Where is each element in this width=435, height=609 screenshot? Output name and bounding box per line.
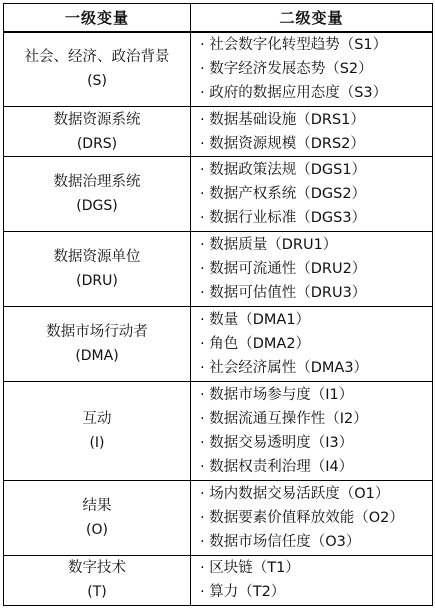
secondary-variable-item: · 数据行业标准（DGS3） (200, 210, 367, 227)
table-row (4, 381, 433, 480)
secondary-variable-item: · 数据资源规模（DRS2） (200, 135, 365, 152)
secondary-variable-item: · 社会经济属性（DMA3） (200, 359, 369, 376)
secondary-variable-item: · 数字经济发展态势（S2） (200, 61, 373, 78)
secondary-variable-cell (191, 157, 433, 232)
primary-variable-cell (4, 157, 191, 232)
secondary-variable-item: · 角色（DMA2） (200, 335, 311, 352)
table-row (4, 32, 433, 107)
secondary-variable-cell (191, 232, 433, 307)
primary-variable-cell (4, 32, 191, 107)
header-row (4, 4, 433, 32)
primary-variable-cell (4, 107, 191, 157)
primary-variable-code: (DRU) (76, 273, 118, 290)
primary-variable-code: (S) (87, 73, 107, 90)
secondary-variable-item: · 数据质量（DRU1） (200, 237, 338, 254)
primary-variable-cell (4, 555, 191, 605)
primary-variable-cell (4, 381, 191, 480)
secondary-variable-item: · 数据市场参与度（I1） (200, 386, 354, 403)
secondary-variable-cell (191, 555, 433, 605)
secondary-variable-item: · 社会数字化转型趋势（S1） (200, 37, 388, 54)
secondary-variable-item: · 场内数据交易活跃度（O1） (200, 485, 390, 502)
table-row (4, 555, 433, 605)
primary-variable-name: 数据资源系统 (53, 111, 141, 128)
secondary-variable-item: · 数据交易透明度（I3） (200, 434, 354, 451)
primary-variable-name: 数字技术 (68, 560, 126, 577)
secondary-variable-header: 二级变量 (191, 4, 433, 32)
secondary-variable-cell (191, 481, 433, 556)
secondary-variable-cell (191, 381, 433, 480)
primary-variable-code: (DGS) (76, 198, 118, 215)
primary-variable-name: 结果 (82, 497, 112, 514)
table-row (4, 157, 433, 232)
primary-variable-name: 互动 (82, 410, 112, 427)
primary-variable-name: 数据市场行动者 (46, 323, 148, 340)
secondary-variable-item: · 数据产权系统（DGS2） (200, 186, 367, 203)
secondary-variable-item: · 数据可流通性（DRU2） (200, 261, 367, 278)
primary-variable-cell (4, 232, 191, 307)
primary-variable-name: 数据治理系统 (53, 174, 141, 191)
secondary-variable-item: · 数据市场信任度（O3） (200, 533, 361, 550)
secondary-variable-item: · 数据可估值性（DRU3） (200, 285, 367, 302)
primary-variable-code: (I) (89, 434, 105, 451)
secondary-variable-item: · 政府的数据应用态度（S3） (200, 85, 388, 102)
table-body (4, 32, 433, 606)
primary-variable-code: (O) (86, 521, 108, 538)
primary-variable-code: (T) (87, 584, 107, 601)
table-row (4, 306, 433, 381)
secondary-variable-item: · 算力（T2） (200, 584, 286, 601)
secondary-variable-item: · 数据权责利治理（I4） (200, 458, 354, 475)
table-row (4, 107, 433, 157)
secondary-variable-cell (191, 107, 433, 157)
primary-variable-code: (DMA) (75, 347, 119, 364)
primary-variable-cell (4, 306, 191, 381)
secondary-variable-cell (191, 306, 433, 381)
primary-variable-name: 社会、经济、政治背景 (24, 49, 170, 66)
variables-table (3, 3, 433, 606)
secondary-variable-item: · 数据流通互操作性（I2） (200, 410, 368, 427)
secondary-variable-item: · 区块链（T1） (200, 560, 300, 577)
primary-variable-code: (DRS) (76, 135, 118, 152)
secondary-variable-item: · 数量（DMA1） (200, 311, 311, 328)
table-row (4, 481, 433, 556)
secondary-variable-item: · 数据要素价值释放效能（O2） (200, 509, 404, 526)
primary-variable-header: 一级变量 (4, 4, 191, 32)
table-row (4, 232, 433, 307)
secondary-variable-item: · 数据基础设施（DRS1） (200, 111, 365, 128)
primary-variable-cell (4, 481, 191, 556)
secondary-variable-cell (191, 32, 433, 107)
primary-variable-name: 数据资源单位 (53, 249, 141, 266)
secondary-variable-item: · 数据政策法规（DGS1） (200, 162, 367, 179)
